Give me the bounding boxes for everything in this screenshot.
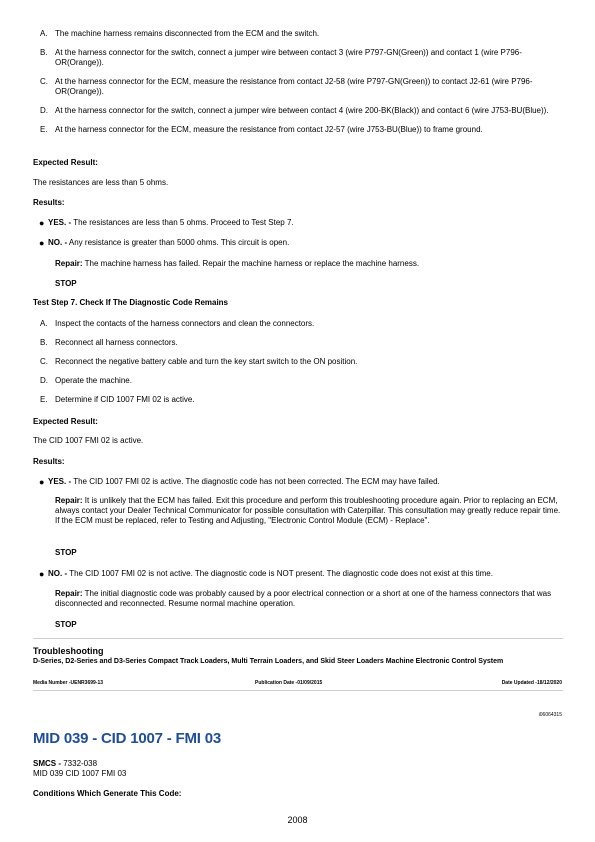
list-item xyxy=(40,77,563,97)
repair-label: Repair: xyxy=(55,259,83,268)
list-item-text: Inspect the contacts of the harness connectors and clean the connectors. xyxy=(55,319,315,328)
document-id: i06064315 xyxy=(538,712,562,718)
expected-result-text: The CID 1007 FMI 02 is active. xyxy=(33,436,144,445)
bullet: ● xyxy=(39,477,45,487)
result-yes xyxy=(39,477,563,487)
list-item xyxy=(40,338,563,348)
list-item xyxy=(40,357,563,367)
list-item-text: Reconnect all harness connectors. xyxy=(55,338,178,347)
result-label: YES. - xyxy=(48,477,72,486)
stop-label: STOP xyxy=(55,620,77,629)
smcs-line xyxy=(33,759,563,769)
result-no xyxy=(39,238,563,248)
stop-label: STOP xyxy=(55,548,77,557)
smcs-label: SMCS - xyxy=(33,759,61,768)
repair-label: Repair: xyxy=(55,589,83,598)
results-heading: Results: xyxy=(33,457,65,466)
media-number: Media Number -UENR3699-13 xyxy=(33,680,104,686)
expected-result-heading: Expected Result: xyxy=(33,417,98,426)
section-divider xyxy=(33,638,563,639)
step6-procedure-list xyxy=(40,29,563,135)
list-item-text: At the harness connector for the ECM, measure the resistance from contact J2-58 (wire P797-GN(Green)) to contact J2-61 (wire P796-OR(Orange)). xyxy=(55,77,533,96)
repair-note xyxy=(55,496,563,526)
test-step-heading: Test Step 7. Check If The Diagnostic Code Remains xyxy=(33,298,229,307)
result-text: The resistances are less than 5 ohms. Proceed to Test Step 7. xyxy=(71,218,294,227)
list-marker: E. xyxy=(40,395,48,404)
list-marker: C. xyxy=(40,77,48,86)
list-item xyxy=(40,29,563,39)
expected-result-heading: Expected Result: xyxy=(33,158,98,167)
list-item xyxy=(40,319,563,329)
step7-procedure-list xyxy=(40,319,563,405)
repair-note xyxy=(55,589,563,609)
results-heading: Results: xyxy=(33,198,65,207)
list-item xyxy=(40,395,563,405)
list-item-text: Determine if CID 1007 FMI 02 is active. xyxy=(55,395,195,404)
bullet: ● xyxy=(39,238,45,248)
list-item xyxy=(40,48,563,68)
list-item-text: At the harness connector for the switch, connect a jumper wire between contact 4 (wire 200-BK(Black)) and contact 6 (wire J753-BU(Blue)). xyxy=(55,106,549,115)
document-category: Troubleshooting xyxy=(33,646,104,656)
section-divider xyxy=(33,690,563,691)
conditions-heading: Conditions Which Generate This Code: xyxy=(33,789,182,798)
list-marker: E. xyxy=(40,125,48,134)
result-label: NO. - xyxy=(48,569,68,578)
expected-result-text: The resistances are less than 5 ohms. xyxy=(33,178,169,187)
document-title: D-Series, D2-Series and D3-Series Compact Track Loaders, Multi Terrain Loaders, and Skid Steer Loaders Machine Electronic Control System xyxy=(33,658,504,665)
list-marker: A. xyxy=(40,319,48,328)
list-item xyxy=(40,125,563,135)
result-text: The CID 1007 FMI 02 is active. The diagnostic code has not been corrected. The ECM may have failed. xyxy=(71,477,440,486)
list-item-text: At the harness connector for the ECM, measure the resistance from contact J2-57 (wire J753-BU(Blue)) to frame ground. xyxy=(55,125,483,134)
list-marker: D. xyxy=(40,106,48,115)
list-item xyxy=(40,376,563,386)
repair-text: The machine harness has failed. Repair the machine harness or replace the machine harness. xyxy=(82,259,420,268)
list-marker: A. xyxy=(40,29,48,38)
publication-date: Publication Date -01/09/2015 xyxy=(255,680,323,686)
result-label: YES. - xyxy=(48,218,72,227)
section-title: MID 039 - CID 1007 - FMI 03 xyxy=(33,730,221,747)
result-no xyxy=(39,569,563,579)
repair-text: It is unlikely that the ECM has failed. Exit this procedure and perform this troubleshooting procedure again. Prior to replacing an ECM, always contact your Dealer Technical Communicator for possible consultation with Caterpillar. This consultation may greatly reduce repair time. If the ECM must be replaced, refer to Testing and Adjusting, "Electronic Control Module (ECM) - Replace". xyxy=(55,496,561,525)
list-marker: D. xyxy=(40,376,48,385)
list-marker: B. xyxy=(40,338,48,347)
repair-note xyxy=(55,259,563,269)
bullet: ● xyxy=(39,218,45,228)
list-item-text: Reconnect the negative battery cable and turn the key start switch to the ON position. xyxy=(55,357,358,366)
repair-label: Repair: xyxy=(55,496,83,505)
smcs-description: MID 039 CID 1007 FMI 03 xyxy=(33,769,127,778)
stop-label: STOP xyxy=(55,279,77,288)
date-updated: Date Updated -18/12/2020 xyxy=(501,680,562,686)
list-marker: B. xyxy=(40,48,48,57)
list-item-text: The machine harness remains disconnected from the ECM and the switch. xyxy=(55,29,320,38)
list-item-text: At the harness connector for the switch, connect a jumper wire between contact 3 (wire P797-GN(Green)) and contact 1 (wire P796-OR(Orange)). xyxy=(55,48,522,67)
result-yes xyxy=(39,218,563,228)
smcs-code: 7332-038 xyxy=(61,759,98,768)
page-number: 2008 xyxy=(287,815,308,825)
repair-text: The initial diagnostic code was probably caused by a poor electrical connection or a short at one of the harness connectors that was disconnected and reconnected. Resume normal machine operation. xyxy=(55,589,552,608)
bullet: ● xyxy=(39,569,45,579)
result-text: Any resistance is greater than 5000 ohms. This circuit is open. xyxy=(67,238,290,247)
list-marker: C. xyxy=(40,357,48,366)
result-label: NO. - xyxy=(48,238,68,247)
list-item-text: Operate the machine. xyxy=(55,376,132,385)
result-text: The CID 1007 FMI 02 is not active. The diagnostic code is NOT present. The diagnostic code does not exist at this time. xyxy=(67,569,493,578)
list-item xyxy=(40,106,563,116)
